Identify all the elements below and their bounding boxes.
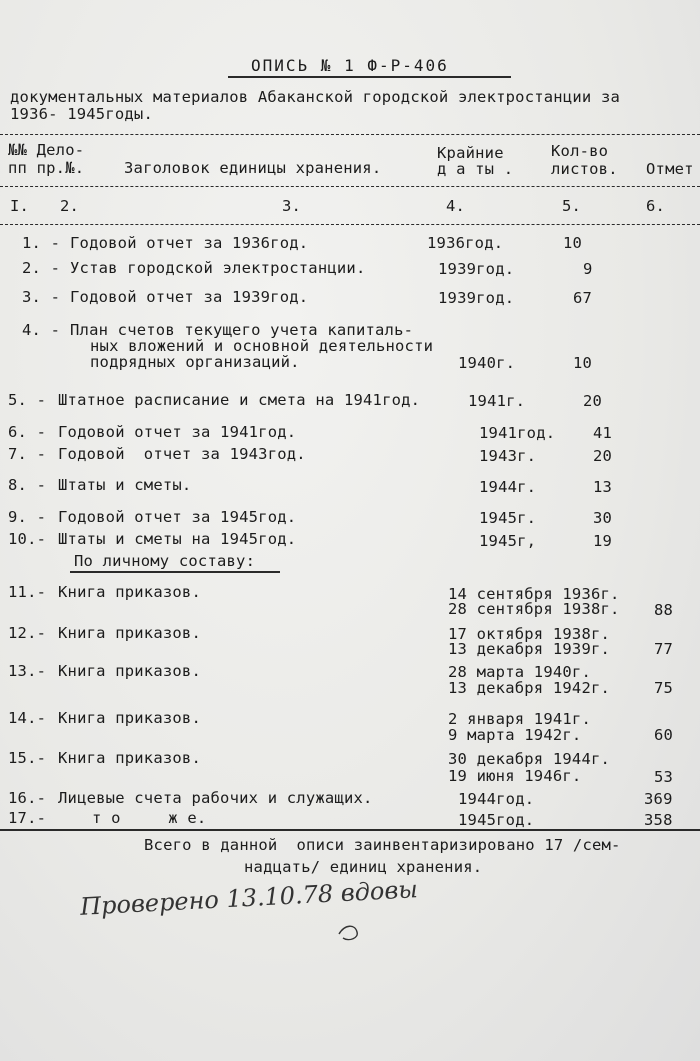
row-title: Книга приказов. <box>58 583 201 601</box>
row-number: 11.- <box>8 583 47 601</box>
row-number: 12.- <box>8 624 47 642</box>
row-date: 1939год. <box>438 289 515 307</box>
row-date-to: 9 марта 1942г. <box>448 726 582 744</box>
row-sheets: 9 <box>583 260 593 278</box>
row-number: 16.- <box>8 789 47 807</box>
row-title-cont: ных вложений и основной деятельности <box>90 337 434 355</box>
row-date: 1941г. <box>468 392 526 410</box>
row-sheets: 41 <box>593 424 613 442</box>
row-sheets: 88 <box>654 601 674 619</box>
row-number: 4. - <box>22 321 61 339</box>
row-date: 1936год. <box>427 234 504 252</box>
row-date-from: 17 октября 1938г. <box>448 625 611 643</box>
row-date-to: 28 сентября 1938г. <box>448 600 620 618</box>
row-number: 5. - <box>8 391 47 409</box>
row-date-to: 13 декабря 1939г. <box>448 640 611 658</box>
row-date: 1941год. <box>479 424 556 442</box>
row-sheets: 53 <box>654 768 674 786</box>
row-number: 2. - <box>22 259 61 277</box>
summary-line1: Всего в данной описи заинвентаризировано 17 /сем- <box>144 836 621 854</box>
row-sheets: 67 <box>573 289 593 307</box>
document-subtitle-line2: 1936- 1945годы. <box>10 105 153 123</box>
row-number: 1. - <box>22 234 61 252</box>
row-sheets: 10 <box>563 234 583 252</box>
col-index-3: 3. <box>282 197 302 215</box>
row-sheets: 19 <box>593 532 613 550</box>
row-number: 6. - <box>8 423 47 441</box>
row-title: Годовой отчет за 1939год. <box>70 288 309 306</box>
row-title-cont: подрядных организаций. <box>90 353 300 371</box>
row-number: 14.- <box>8 709 47 727</box>
row-title: План счетов текущего учета капиталь- <box>70 321 414 339</box>
row-title: Лицевые счета рабочих и служащих. <box>58 789 373 807</box>
row-date-to: 19 июня 1946г. <box>448 767 582 785</box>
col-number-header: №№ Дело- <box>8 141 85 159</box>
summary-line2: надцать/ единиц хранения. <box>244 858 483 876</box>
row-sheets: 30 <box>593 509 613 527</box>
row-sheets: 10 <box>573 354 593 372</box>
handwritten-verification-note: Проверено 13.10.78 вдовы <box>79 875 419 921</box>
row-date: 1945г. <box>479 509 537 527</box>
row-title: Книга приказов. <box>58 624 201 642</box>
document-subtitle-line1: документальных материалов Абаканской городской электростанции за <box>10 88 621 106</box>
section-heading-personnel: По личному составу: <box>74 552 256 570</box>
col-dates-header: Крайние <box>437 144 504 162</box>
row-title: Книга приказов. <box>58 662 201 680</box>
col-sheets-header: Кол-во <box>551 142 609 160</box>
header-top-rule <box>0 134 700 135</box>
row-sheets: 60 <box>654 726 674 744</box>
row-number: 17.- <box>8 809 47 827</box>
col-index-6: 6. <box>646 197 666 215</box>
row-date-from: 2 января 1941г. <box>448 710 591 728</box>
row-title: Устав городской электростанции. <box>70 259 366 277</box>
row-date: 1944год. <box>458 790 535 808</box>
col-index-5: 5. <box>562 197 582 215</box>
row-sheets: 77 <box>654 640 674 658</box>
title-underline <box>228 76 511 78</box>
row-title: Годовой отчет за 1936год. <box>70 234 309 252</box>
row-number: 13.- <box>8 662 47 680</box>
row-sheets: 20 <box>593 447 613 465</box>
row-title: Штатное расписание и смета на 1941год. <box>58 391 421 409</box>
row-date: 1939год. <box>438 260 515 278</box>
row-sheets: 13 <box>593 478 613 496</box>
row-title: Годовой отчет за 1945год. <box>58 508 297 526</box>
row-date-from: 30 декабря 1944г. <box>448 750 611 768</box>
row-date-from: 14 сентября 1936г. <box>448 585 620 603</box>
col-index-4: 4. <box>446 197 466 215</box>
col-number-header-2: пп пр.№. <box>8 159 85 177</box>
handwritten-flourish <box>335 920 365 944</box>
row-date-from: 28 марта 1940г. <box>448 663 591 681</box>
row-number: 7. - <box>8 445 47 463</box>
col-sheets-header-2: листов. <box>551 160 618 178</box>
row-title: т о ж е. <box>92 809 207 827</box>
row-title: Книга приказов. <box>58 749 201 767</box>
row-title: Штаты и сметы на 1945год. <box>58 530 297 548</box>
header-bottom-rule <box>0 224 700 225</box>
document-title: ОПИСЬ № 1 Ф-Р-406 <box>251 56 449 75</box>
col-dates-header-2: д а ты . <box>437 160 514 178</box>
row-date: 1945год. <box>458 811 535 829</box>
row-number: 10.- <box>8 530 47 548</box>
col-notes-header: Отмет <box>646 160 694 178</box>
row-sheets: 75 <box>654 679 674 697</box>
row-title: Годовой отчет за 1941год. <box>58 423 297 441</box>
col-index-2: 2. <box>60 197 80 215</box>
section-heading-underline <box>70 571 280 573</box>
row-sheets: 20 <box>583 392 603 410</box>
row-number: 15.- <box>8 749 47 767</box>
row-number: 3. - <box>22 288 61 306</box>
row-date: 1945г, <box>479 532 537 550</box>
row-date: 1944г. <box>479 478 537 496</box>
row-number: 9. - <box>8 508 47 526</box>
col-index-1: I. <box>10 197 30 215</box>
row-sheets: 358 <box>644 811 673 829</box>
row-date: 1943г. <box>479 447 537 465</box>
row-title: Годовой отчет за 1943год. <box>58 445 306 463</box>
row-title: Книга приказов. <box>58 709 201 727</box>
row-sheets: 369 <box>644 790 673 808</box>
row-number: 8. - <box>8 476 47 494</box>
table-bottom-rule <box>0 829 700 831</box>
header-mid-rule <box>0 186 700 187</box>
row-date-to: 13 декабря 1942г. <box>448 679 611 697</box>
col-title-header: Заголовок единицы хранения. <box>124 159 382 177</box>
row-date: 1940г. <box>458 354 516 372</box>
row-title: Штаты и сметы. <box>58 476 192 494</box>
